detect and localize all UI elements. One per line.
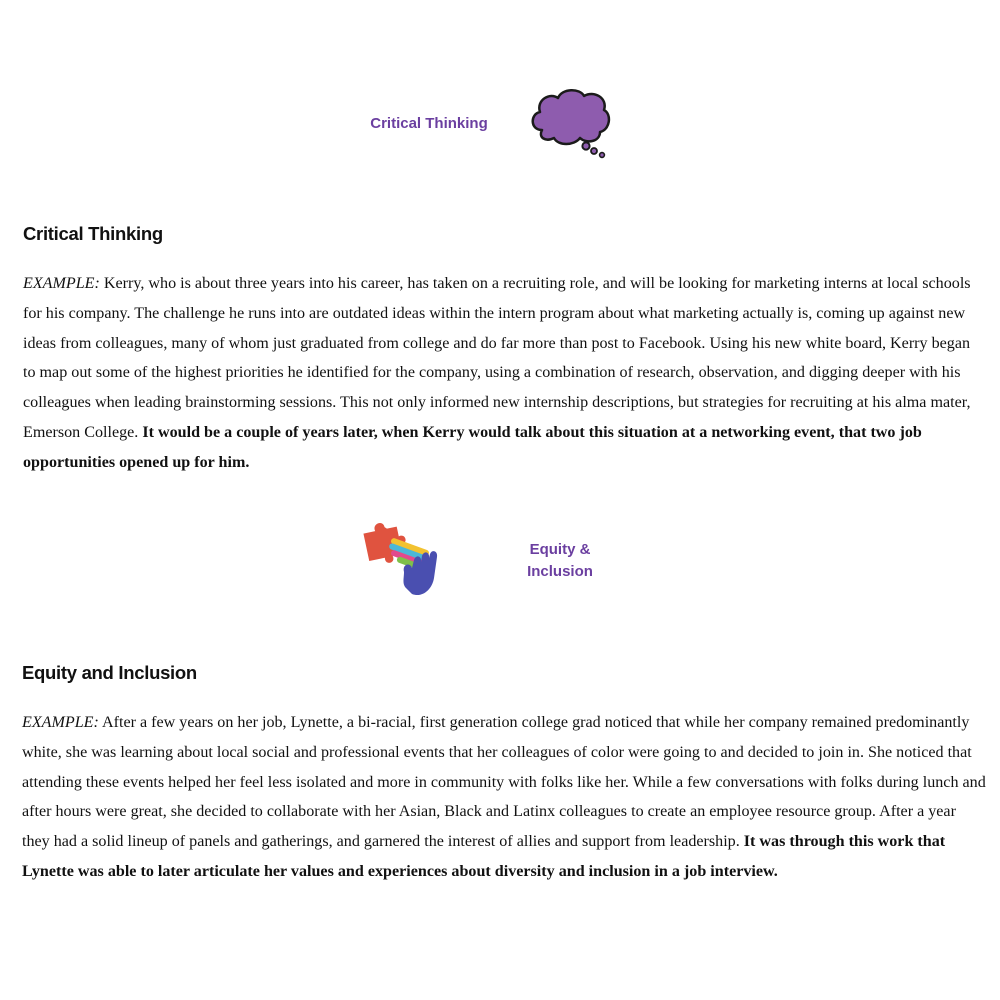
example-body: After a few years on her job, Lynette, a bi-racial, first generation college grad noticed that while her company remained predominantly white, she was learning about local social and professional events that her colleagues of color were going to and decided to join in. She noticed that attending these events helped her feel less isolated and more in community with folks like her. While a few conversations with folks during lunch and after hours were great, she decided to collaborate with her Asian, Black and Latinx colleagues to create an employee resource group. After a year they had a solid lineup of panels and gatherings, and garnered the interest of allies and support from leadership. [22, 714, 986, 851]
puzzle-hand-icon [360, 518, 446, 604]
critical-thinking-banner-label: Critical Thinking [370, 115, 488, 132]
example-label: EXAMPLE: [23, 275, 100, 292]
banner-label-line1: Equity & [529, 541, 591, 558]
thought-cloud-icon [528, 86, 612, 162]
equity-inclusion-example-paragraph [22, 708, 986, 887]
critical-thinking-example-paragraph [23, 269, 983, 478]
banner-label-line2: Inclusion [527, 563, 593, 580]
critical-thinking-heading: Critical Thinking [23, 223, 163, 244]
example-emphasis: It was through this work that Lynette was able to later articulate her values and experiences about diversity and inclusion in a job interview. [22, 833, 946, 880]
equity-inclusion-heading: Equity and Inclusion [22, 662, 197, 683]
equity-inclusion-banner-label [505, 539, 615, 583]
example-emphasis: It would be a couple of years later, when Kerry would talk about this situation at a networking event, that two job opportunities opened up for him. [23, 423, 922, 471]
example-label: EXAMPLE: [22, 714, 99, 731]
example-body: Kerry, who is about three years into his career, has taken on a recruiting role, and will be looking for marketing interns at local schools for his company. The challenge he runs into are outdated ideas within the intern program about what marketing actually is, coming up against new ideas from colleagues, many of whom just graduated from college and do far more than post to Facebook. Using his new white board, Kerry began to map out some of the highest priorities he identified for the company, using a combination of research, observation, and digging deeper with his colleagues when leading brainstorming sessions. This not only informed new internship descriptions, but strategies for recruiting at his alma mater, Emerson College. [23, 275, 971, 441]
